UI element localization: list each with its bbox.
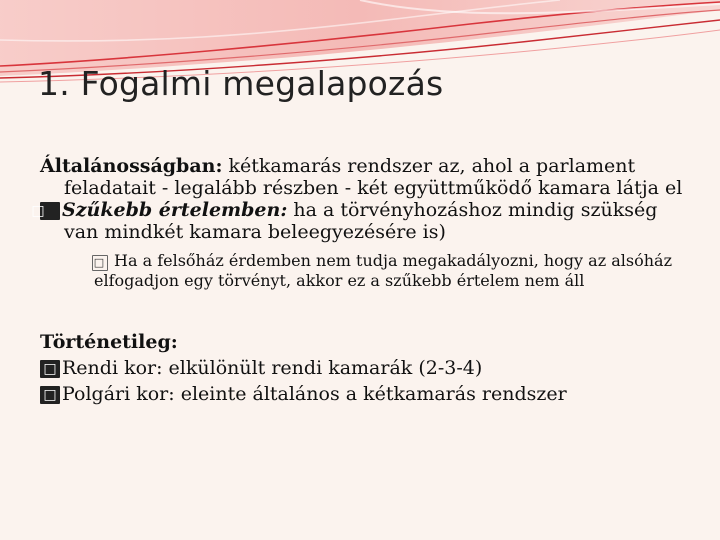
sub-bullet [94, 251, 690, 291]
history-item-text: Polgári kor: eleinte általános a kétkamarás rendszer [62, 383, 567, 405]
general-definition [40, 155, 690, 199]
square-bullet-icon: □ [40, 386, 60, 404]
narrow-text: ha a törvényhozáshoz mindig szükség van mindkét kamara beleegyezésére is) [64, 199, 658, 243]
square-subbullet-icon: □ [92, 255, 108, 271]
square-bullet-icon: □ [40, 360, 60, 378]
general-label: Általánosságban: [40, 155, 223, 177]
page-title: 1. Fogalmi megalapozás [38, 64, 444, 103]
history-heading: Történetileg: [40, 331, 178, 353]
square-bullet-icon: □ [40, 202, 60, 220]
history-item [40, 357, 690, 379]
section-spacer [40, 291, 690, 331]
sub-bullet-text: Ha a felsőház érdemben nem tudja megakadályozni, hogy az alsóház elfogadjon egy törvényt, akkor ez a szűkebb értelem nem áll [94, 251, 672, 290]
history-item [40, 383, 690, 405]
narrow-definition [31, 199, 690, 243]
slide-content [31, 155, 690, 405]
narrow-label: Szűkebb értelemben: [62, 199, 288, 221]
general-text: kétkamarás rendszer az, ahol a parlament feladatait - legalább részben - két együttműködő kamara látja el [64, 155, 683, 199]
history-item-text: Rendi kor: elkülönült rendi kamarák (2-3-4) [62, 357, 483, 379]
